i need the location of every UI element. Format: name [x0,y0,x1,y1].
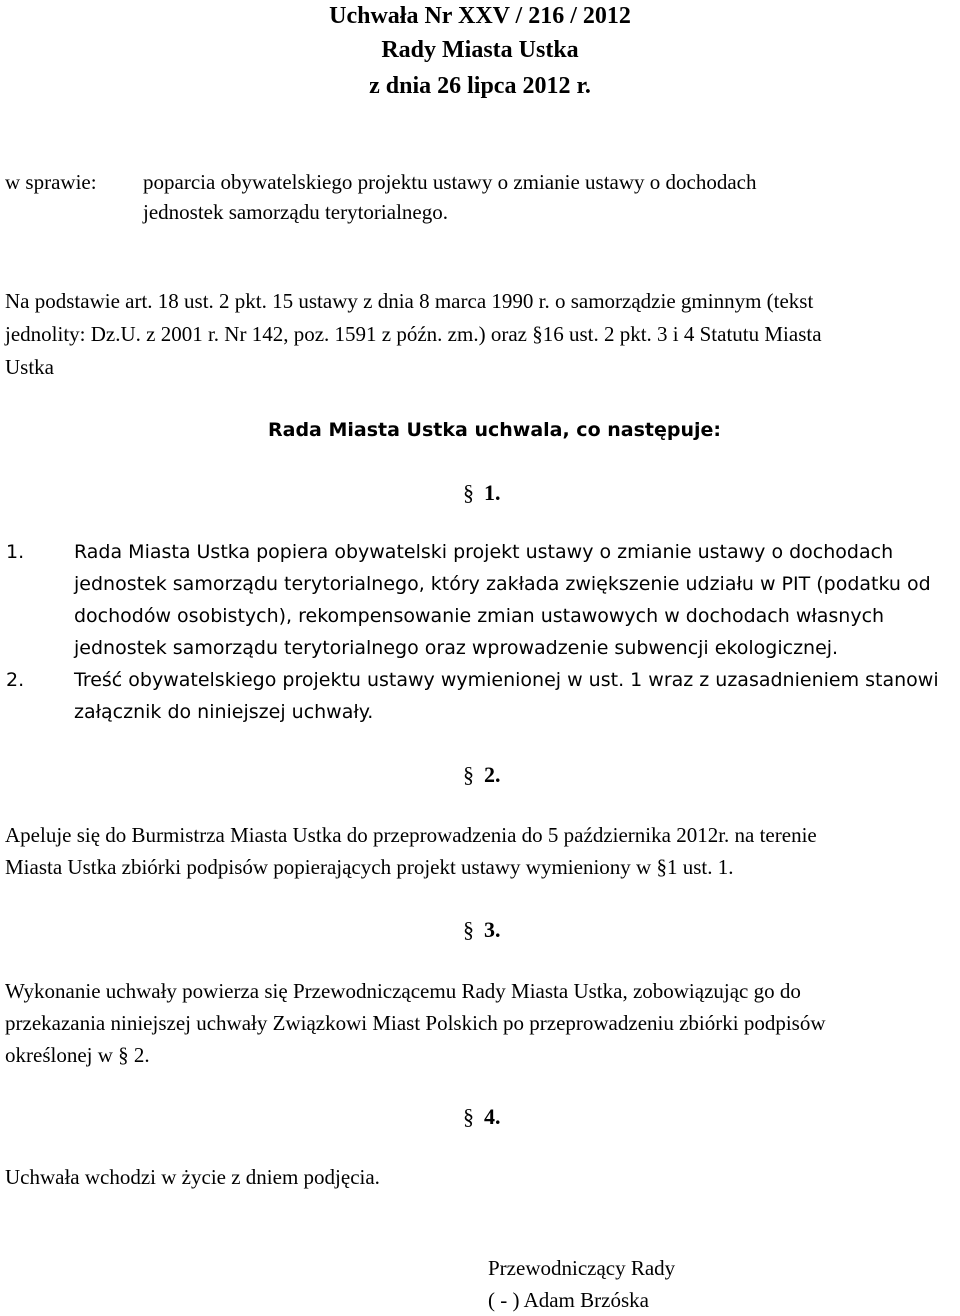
section-4-heading [463,1102,501,1132]
legal-basis-line-1: Na podstawie art. 18 ust. 2 pkt. 15 ustawy z dnia 8 marca 1990 r. o samorządzie gminnym (tekst [5,289,814,313]
list-item-line: załącznik do niniejszej uchwały. [74,701,374,723]
section-4-line-1: Uchwała wchodzi w życie z dniem podjęcia. [5,1165,380,1189]
legal-basis-line-3: Ustka [5,355,54,379]
section-2-line-2: Miasta Ustka zbiórki podpisów popierających projekt ustawy wymieniony w §1 ust. 1. [5,855,734,879]
section-3-line-2: przekazania niniejszej uchwały Związkowi Miast Polskich po przeprowadzeniu zbiórki podpisów [5,1011,826,1035]
section-symbol: § [463,917,474,942]
section-1-list [0,540,960,730]
list-item-line: jednostek samorządu terytorialnego, który zakłada zwiększenie udziału w PIT (podatku od [74,573,931,595]
subject-text-line-1: poparcia obywatelskiego projektu ustawy o zmianie ustawy o dochodach [143,170,757,194]
list-item-line: jednostek samorządu terytorialnego oraz wprowadzenie subwencji ekologicznej. [74,637,839,659]
section-number: 1. [484,480,501,505]
section-number: 2. [484,762,501,787]
section-3-line-1: Wykonanie uchwały powierza się Przewodniczącemu Rady Miasta Ustka, zobowiązując go do [5,979,801,1003]
section-3-line-3: określonej w § 2. [5,1043,150,1067]
section-1-heading [463,478,501,508]
section-2-heading [463,760,501,790]
resolution-date: z dnia 26 lipca 2012 r. [369,73,591,99]
list-item-number: 1. [6,541,25,563]
resolves-heading: Rada Miasta Ustka uchwala, co następuje: [268,419,721,441]
section-2-line-1: Apeluje się do Burmistrza Miasta Ustka do przeprowadzenia do 5 października 2012r. na terenie [5,823,817,847]
section-symbol: § [463,480,474,505]
subject-text-line-2: jednostek samorządu terytorialnego. [143,200,448,224]
list-item-line: Rada Miasta Ustka popiera obywatelski projekt ustawy o zmianie ustawy o dochodach [74,541,894,563]
section-symbol: § [463,1104,474,1129]
section-symbol: § [463,762,474,787]
section-3-heading [463,915,501,945]
legal-basis-line-2: jednolity: Dz.U. z 2001 r. Nr 142, poz. 1591 z późn. zm.) oraz §16 ust. 2 pkt. 3 i 4 Statutu Miasta [5,322,822,346]
issuing-body: Rady Miasta Ustka [381,37,579,63]
resolution-number: Uchwała Nr XXV / 216 / 2012 [329,3,631,29]
section-number: 3. [484,917,501,942]
signature-name: ( - ) Adam Brzóska [488,1288,649,1312]
signature-title: Przewodniczący Rady [488,1256,676,1280]
list-item-line: dochodów osobistych), rekompensowanie zmian ustawowych w dochodach własnych [74,605,885,627]
section-number: 4. [484,1104,501,1129]
subject-label: w sprawie: [5,170,97,194]
list-item-number: 2. [6,669,25,691]
list-item-line: Treść obywatelskiego projektu ustawy wymienionej w ust. 1 wraz z uzasadnieniem stanowi [74,669,939,691]
